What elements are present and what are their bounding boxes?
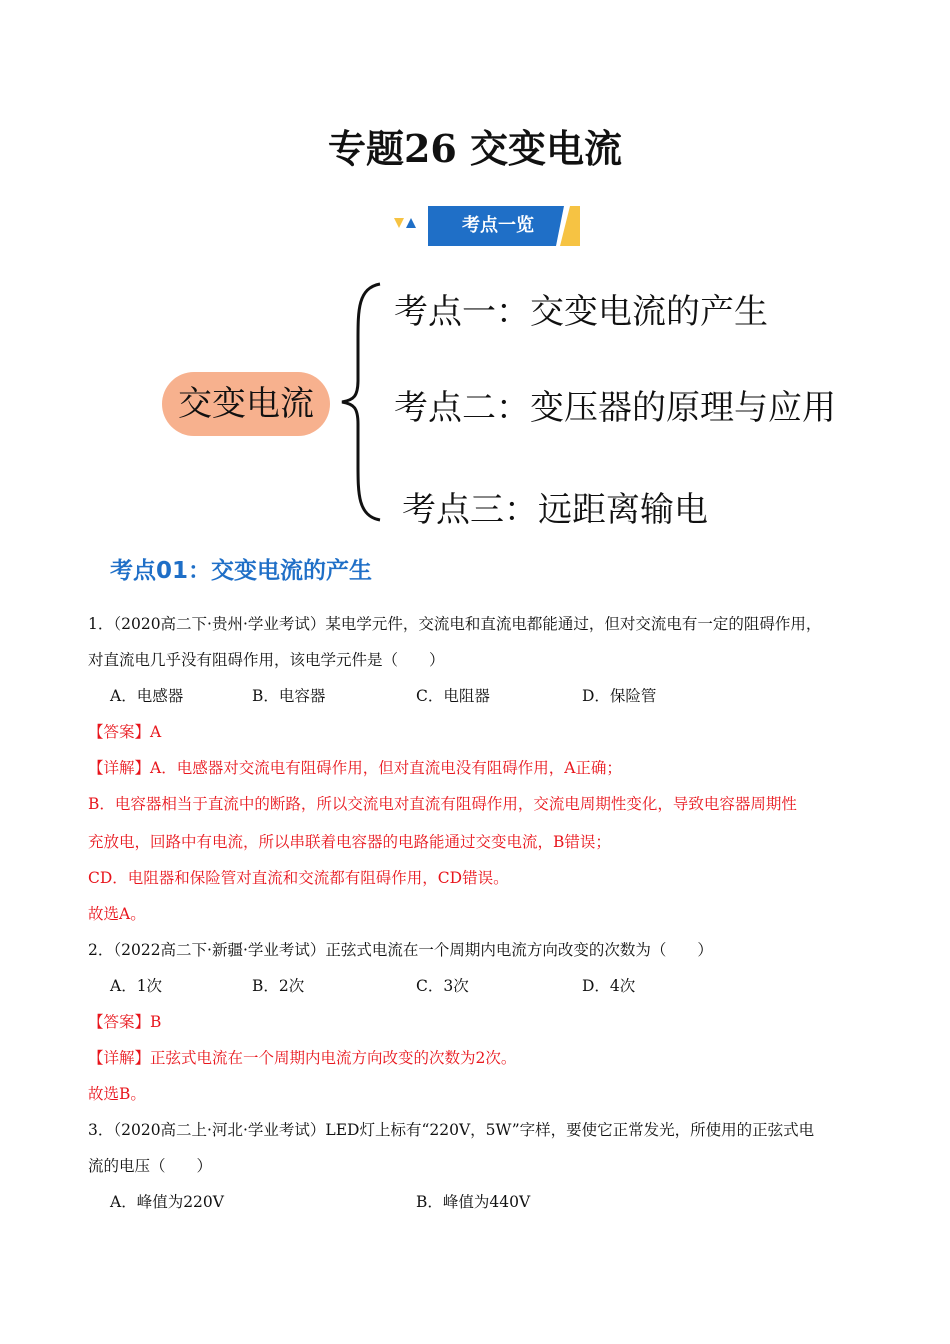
q1-option-b: B．电容器 <box>252 687 326 705</box>
q1-option-a: A．电感器 <box>110 687 184 705</box>
q1-conclusion: 故选A。 <box>88 905 146 923</box>
q2-option-b: B．2次 <box>252 977 305 995</box>
curly-brace-icon <box>336 280 386 524</box>
q1-explain-2: B．电容器相当于直流中的断路，所以交流电对直流有阻碍作用，交流电周期性变化，导致电容器周期性 <box>88 795 797 813</box>
q2-answer: 【答案】B <box>88 1013 162 1031</box>
q2-stem: 2．（2022高二下·新疆·学业考试）正弦式电流在一个周期内电流方向改变的次数为（ ） <box>88 941 713 959</box>
q3-option-b: B．峰值为440V <box>416 1193 531 1211</box>
mindmap-branch-2: 考点二：变压器的原理与应用 <box>394 388 836 428</box>
section-badge: 考点一览 <box>428 206 568 246</box>
q2-option-d: D．4次 <box>582 977 636 995</box>
q1-stem-line2: 对直流电几乎没有阻碍作用，该电学元件是（ ） <box>88 651 445 669</box>
q1-option-d: D．保险管 <box>582 687 657 705</box>
q3-option-a: A．峰值为220V <box>110 1193 224 1211</box>
mindmap-center: 交变电流 <box>162 372 330 436</box>
q3-stem-line1: 3．（2020高二上·河北·学业考试）LED灯上标有“220V，5W”字样，要使它正常发光，所使用的正弦式电 <box>88 1121 815 1139</box>
q1-explain-1: 【详解】A．电感器对交流电有阻碍作用，但对直流电没有阻碍作用，A正确； <box>88 759 622 777</box>
mindmap-branch-1: 考点一：交变电流的产生 <box>394 292 768 332</box>
section-heading: 考点01：交变电流的产生 <box>110 558 373 584</box>
badge-stripe-icon <box>556 206 586 248</box>
triangle-decor-icon <box>392 212 422 236</box>
q2-explain-1: 【详解】正弦式电流在一个周期内电流方向改变的次数为2次。 <box>88 1049 517 1067</box>
q1-stem-line1: 1．（2020高二下·贵州·学业考试）某电学元件，交流电和直流电都能通过，但对交流电有一定的阻碍作用， <box>88 615 822 633</box>
q2-conclusion: 故选B。 <box>88 1085 146 1103</box>
q2-option-a: A．1次 <box>110 977 163 995</box>
q1-explain-3: 充放电，回路中有电流，所以串联着电容器的电路能通过交变电流，B错误； <box>88 833 611 851</box>
q2-option-c: C．3次 <box>416 977 469 995</box>
mindmap-branch-3: 考点三：远距离输电 <box>402 490 708 530</box>
q1-answer: 【答案】A <box>88 723 162 741</box>
q1-option-c: C．电阻器 <box>416 687 490 705</box>
page-title: 专题26 交变电流 <box>327 126 623 171</box>
q3-stem-line2: 流的电压（ ） <box>88 1157 213 1175</box>
q1-explain-4: CD．电阻器和保险管对直流和交流都有阻碍作用，CD错误。 <box>88 869 509 887</box>
